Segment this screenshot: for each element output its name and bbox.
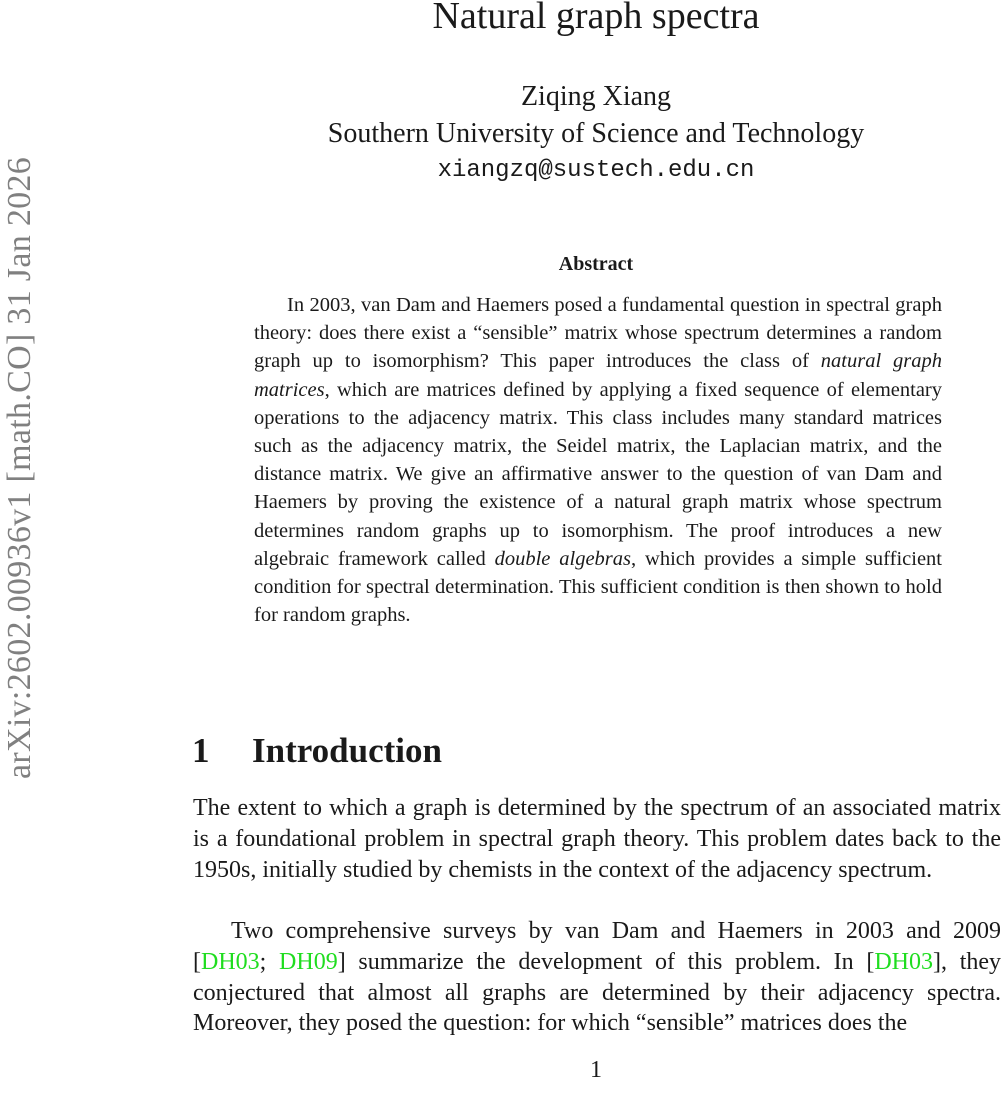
abstract-heading: Abstract [558, 253, 634, 275]
arxiv-identifier-text: arXiv:2602.00936v1 [math.CO] 31 Jan 2026 [1, 156, 39, 779]
author-email[interactable]: xiangzq@sustech.edu.cn [437, 157, 755, 184]
section-number: 1 [192, 731, 210, 770]
abstract-text [254, 291, 942, 629]
arxiv-identifier-stamp [2, 85, 38, 850]
abstract-text-part-3: , which provides a simple sufficient condition for spectral determination. This sufficient condition is then shown to hold for random graphs. [254, 547, 942, 627]
author-name: Ziqing Xiang [520, 81, 672, 112]
citation-separator: ; [259, 948, 280, 975]
paragraph-2-text-3: ], they conjectured that almost all graphs are determined by their adjacency spectra. Moreover, they posed the question: for which “sensible” matrices does the [193, 948, 1002, 1037]
intro-paragraph-1: The extent to which a graph is determined by the spectrum of an associated matrix is a foundational problem in spectral graph theory. This problem dates back to the 1950s, initially studied by chemists in the context of the adjacency spectrum. [193, 795, 1001, 883]
paper-title: Natural graph spectra [432, 0, 760, 37]
citation-link-dh03[interactable]: DH03 [201, 948, 260, 975]
section-title: Introduction [252, 731, 442, 770]
paragraph-2-text-1: Two comprehensive surveys by van Dam and Haemers in 2003 and 2009 [ [193, 918, 1001, 975]
paragraph-2-text-2: ] summarize the development of this problem. In [ [337, 948, 875, 975]
abstract-text-part-1: In 2003, van Dam and Haemers posed a fundamental question in spectral graph theory: does there exist a “sensible” matrix whose spectrum determines a random graph up to isomorphism? This paper introduces the class of [254, 294, 942, 373]
author-block [190, 78, 1002, 189]
citation-link-dh09[interactable]: DH09 [279, 948, 338, 975]
citation-link-dh03-second[interactable]: DH03 [874, 948, 934, 975]
abstract-emphasis-double-algebras: double algebras [494, 547, 632, 570]
author-affiliation: Southern University of Science and Technology [327, 118, 865, 149]
section-heading-introduction [192, 726, 442, 776]
abstract-emphasis-natural-graph-matrices: natural graph matrices [254, 350, 942, 401]
intro-paragraph-2 [193, 916, 1001, 1039]
page-number: 1 [590, 1057, 602, 1083]
abstract-text-part-2: , which are matrices defined by applying a fixed sequence of elementary operations to the adjacency matrix. This class includes many standard matrices such as the adjacency matrix, the Seidel matrix, the Laplacian matrix, and the distance matrix. We give an affirmative answer to the question of van Dam and Haemers by proving the existence of a natural graph matrix whose spectrum determines random graphs up to isomorphism. The proof introduces a new algebraic framework called [254, 378, 942, 570]
